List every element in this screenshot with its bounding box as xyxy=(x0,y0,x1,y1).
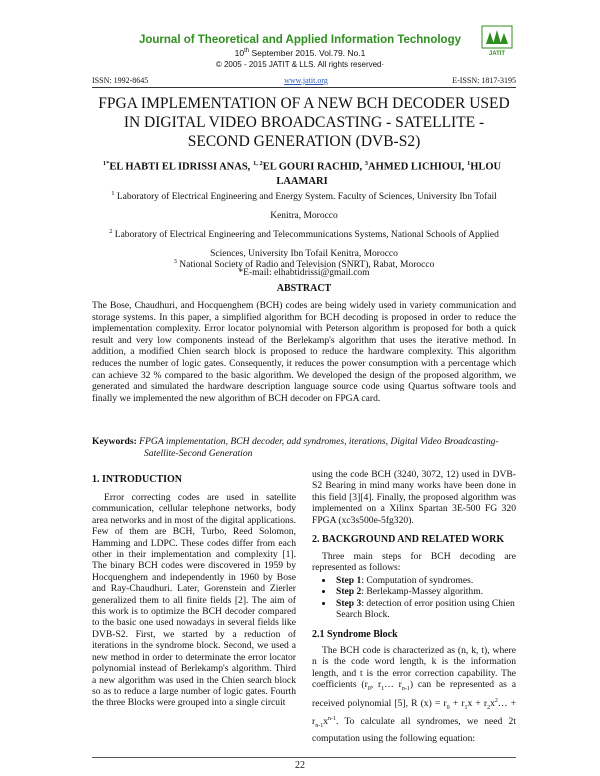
journal-link[interactable]: www.jatit.org xyxy=(284,76,328,85)
background-text: Three main steps for BCH decoding are represented as follows: xyxy=(312,551,516,574)
affiliation-1: $^1$ Laboratory of Electrical Engineering and Energy System. Faculty of Sciences, University Ibn Tofail Kenitra, Morocco xyxy=(111,190,497,222)
affiliation-3: $^3$ National Society of Radio and Television (SNRT), Rabat, Morocco xyxy=(173,258,435,271)
step-2: • Step 2: Berlekamp-Massey algorithm. xyxy=(334,586,516,597)
abstract-heading: ABSTRACT xyxy=(276,283,332,294)
email: *E-mail: elhabtidrissi@gmail.com xyxy=(238,268,370,278)
affiliation-2: $^2$ Laboratory of Electrical Engineering and Telecommunications Systems, National Schools of Applied Sciences, University Ibn Tofail Kenitra, Morocco xyxy=(109,228,499,260)
page-number: 22 xyxy=(295,760,305,771)
syndrome-heading: 2.1 Syndrome Block xyxy=(312,629,398,640)
syndrome-text: The BCH code is characterized as (n, k, t), where n is the code word length, k is the information length, and t is the error correction capability. The coefficients ($r_0$, $r_1\dots$ $r_{n-1}$) can be represented as a received polynomial [5], R $(x) = r_0 + r_1x$ + $r_2x^2\dots + r_{n-1}x^{n-1}$. To calculate all syndromes, we need 2t computation using the following equation: xyxy=(312,645,517,744)
intro-continued: using the code BCH (3240, 3072, 12) used in DVB-S2 Bearing in mind many works have been done in this field [3][4]. Finally, the proposed algorithm was implemented on a Xilinx Spartan 3E-500 FG 320 FPGA (xc3s500e-5fg320). xyxy=(312,469,516,526)
intro-text: Error correcting codes are used in satellite communication, cellular telephone networks, body area networks and in most of the digital applications. Few of them are BCH, Turbo, Reed Solomon, Hamming and LDPC. These codes differ from each other in their implementation and complexity [1]. The binary BCH codes were discovered in 1959 by Hocquenghem and independently in 1960 by Bose and Ray-Chaudhuri. Later, Gorenstein and Zierler generalized them to all finite fields [2]. The aim of this work is to optimize the BCH decoder compared to the basic one used nowadays in several fields like DVB-S2. First, we started by a reduction of iterations in the syndrome block. Second, we used a new method in order to determinate the error locator polynomial instead of Berlekamp's algorithm. Third a new algorithm was used in the Chien search block so as to reduce a large number of logic gates. Fourth the three Blocks were grouped into a single circuit xyxy=(92,492,296,709)
paper-title: FPGA IMPLEMENTATION OF A NEW BCH DECODER USED IN DIGITAL VIDEO BROADCASTING - SATELLITE - SECOND GENERATION (DVB-S2) xyxy=(98,95,510,150)
intro-heading: 1. INTRODUCTION xyxy=(92,474,183,485)
abstract-text: The Bose, Chaudhuri, and Hocquenghem (BCH) codes are being widely used in variety communication and storage systems. In this paper, a simplified algorithm for BCH decoding is proposed in order to reduce the implementation complexity. Error locator polynomial with Peterson algorithm is proposed for both a quick result and very low components instead of the Berlekamp's algorithm that uses the iterative method. In addition, a modified Chien search block is proposed to reduce the hardware complexity. This algorithm reduces the number of logic gates. Consequently, it reduces the power consumption with a percentage which can achieve 32 % compared to the basic algorithm. We developed the design of the proposed algorithm, we generated and simulated the hardware description language source code using Quartus software tools and finally we implemented the new algorithm of BCH decoder on FPGA card. xyxy=(92,300,516,404)
header-divider xyxy=(92,87,516,88)
steps-list xyxy=(312,575,516,621)
eissn: E-ISSN: 1817-3195 xyxy=(452,76,516,85)
svg-text:JATIT: JATIT xyxy=(488,51,506,57)
authors: $^{1*}$EL HABTI EL IDRISSI ANAS, $^{1, 2}$EL GOURI RACHID, $^3$AHMED LICHIOUI, $^1$HLOU LAAMARI xyxy=(102,160,502,187)
footer-divider xyxy=(92,757,516,758)
step-1: • Step 1: Computation of syndromes. xyxy=(334,575,516,586)
issue-date: 10th September 2015. Vol.79. No.1 xyxy=(234,48,366,58)
copyright: © 2005 - 2015 JATIT & LLS. All rights reserved· xyxy=(215,60,385,69)
background-heading: 2. BACKGROUND AND RELATED WORK xyxy=(312,534,505,545)
keywords: Keywords: FPGA implementation, BCH decoder, add syndromes, iterations, Digital Video Broadcasting- Satellite-Second Generation xyxy=(92,436,499,459)
issn: ISSN: 1992-8645 xyxy=(92,76,149,85)
step-3: • Step 3: detection of error position using Chien Search Block. xyxy=(334,598,516,621)
journal-title: Journal of Theoretical and Applied Information Technology xyxy=(138,34,462,46)
